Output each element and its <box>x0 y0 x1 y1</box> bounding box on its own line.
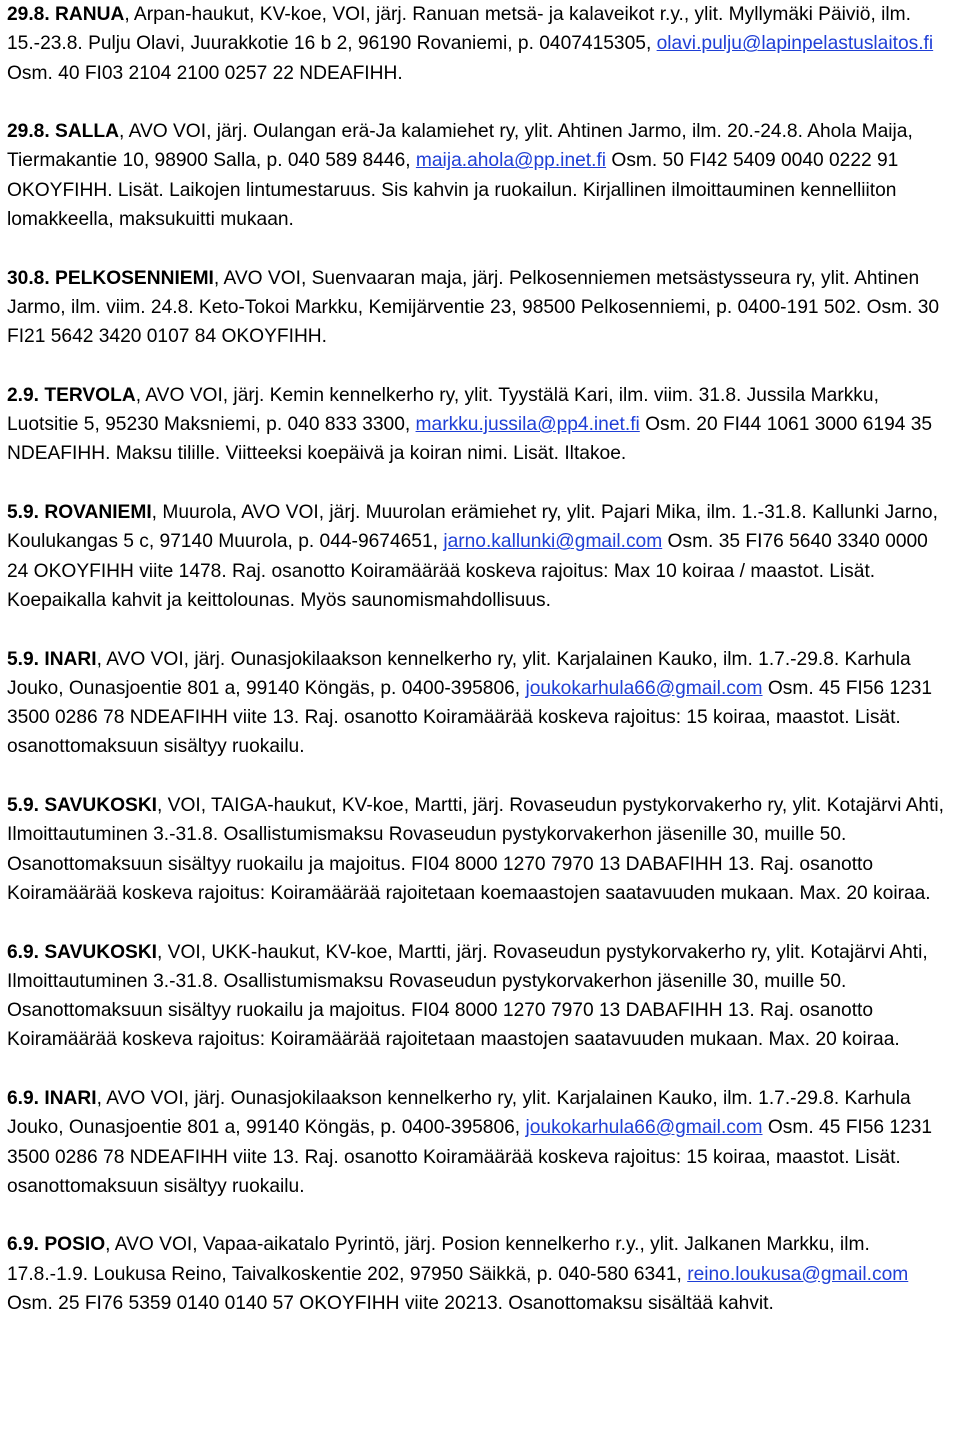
event-details: , AVO VOI, järj. Ounasjokilaakson kennelkerho ry, ylit. Karjalainen Kauko, ilm. 1.7.-29.8. Karhula Jouko, Ounasjoentie 801 a, 99140 Köngäs, p. 0400-395806, <box>7 1087 911 1139</box>
event-location: TERVOLA <box>44 384 136 406</box>
event-details: , VOI, UKK-haukut, KV-koe, Martti, järj. Rovaseudun pystykorvakerho ry, ylit. Kotajärvi Ahti, Ilmoittautuminen 3.-31.8. Osallistumismaksu Rovaseudun pystykorvakerhon jäsenille 30, muille 50. Osanottomaksuun sisältyy ruokailu ja majoitus. FI04 8000 1270 7970 13 DABAFIHH 13. Raj. osanotto Koiramäärää koskeva rajoitus: Koiramäärää rajoitetaan maastojen saatavuuden mukaan. Max. 20 koiraa. <box>7 941 928 1051</box>
event-date: 5.9. <box>7 502 40 524</box>
entry-spacer <box>7 234 953 263</box>
event-entry <box>7 645 953 762</box>
event-details: , AVO VOI, järj. Oulangan erä-Ja kalamiehet ry, ylit. Ahtinen Jarmo, ilm. 20.-24.8. Ahola Maija, Tiermakantie 10, 98900 Salla, p. 040 589 8446, <box>7 121 913 172</box>
event-entry <box>7 1230 953 1318</box>
event-details: , Arpan-haukut, KV-koe, VOI, järj. Ranuan metsä- ja kalaveikot r.y., ylit. Myllymäki Päiviö, ilm. 15.-23.8. Pulju Olavi, Juurakkotie 16 b 2, 96190 Rovaniemi, p. 0407415305, <box>7 4 911 55</box>
event-date: 6.9. <box>7 1234 40 1256</box>
event-details: , VOI, TAIGA-haukut, KV-koe, Martti, järj. Rovaseudun pystykorvakerho ry, ylit. Kotajärvi Ahti, Ilmoittautuminen 3.-31.8. Osallistumismaksu Rovaseudun pystykorvakerhon jäsenille 30, muille 50. Osanottomaksuun sisältyy ruokailu ja majoitus. FI04 8000 1270 7970 13 DABAFIHH 13. Raj. osanotto Koiramäärää koskeva rajoitus: Koiramäärää rajoitetaan koemaastojen saatavuuden mukaan. Max. 20 koiraa. <box>7 795 945 904</box>
event-details: , Muurola, AVO VOI, järj. Muurolan erämiehet ry, ylit. Pajari Mika, ilm. 1.-31.8. Kallunki Jarno, Koulukangas 5 c, 97140 Muurola, p. 044-9674651, <box>7 502 938 553</box>
email-link[interactable]: olavi.pulju@lapinpelastuslaitos.fi <box>656 33 934 55</box>
event-entry <box>7 938 953 1055</box>
event-details: Osm. 45 FI56 1231 3500 0286 78 NDEAFIHH viite 13. Raj. osanotto Koiramäärää koskeva rajoitus: 15 koiraa, maastot. Lisät. osanottomaksuun sisältyy ruokailu. <box>7 1117 933 1197</box>
entry-spacer <box>7 908 953 937</box>
event-date: 6.9. <box>7 1087 40 1109</box>
event-entry <box>7 498 953 615</box>
event-date: 6.9. <box>7 941 40 963</box>
event-location: SALLA <box>55 121 119 143</box>
event-details: , AVO VOI, Suenvaaran maja, järj. Pelkosenniemen metsästysseura ry, ylit. Ahtinen Jarmo, ilm. viim. 24.8. Keto-Tokoi Markku, Kemijärventie 23, 98500 Pelkosenniemi, p. 0400-191 502. Osm. 30 FI21 5642 3420 0107 84 OKOYFIHH. <box>7 267 940 348</box>
email-link[interactable]: markku.jussila@pp4.inet.fi <box>415 414 640 436</box>
event-entry <box>7 264 953 352</box>
entry-spacer <box>7 352 953 381</box>
event-details: , AVO VOI, Vapaa-aikatalo Pyrintö, järj. Posion kennelkerho r.y., ylit. Jalkanen Markku, ilm. 17.8.-1.9. Loukusa Reino, Taivalkoskentie 202, 97950 Säikkä, p. 040-580 6341, <box>7 1234 870 1285</box>
event-entry <box>7 117 953 234</box>
event-details: Osm. 40 FI03 2104 2100 0257 22 NDEAFIHH. <box>7 62 403 84</box>
event-entry <box>7 0 953 88</box>
event-details: , AVO VOI, järj. Kemin kennelkerho ry, ylit. Tyystälä Kari, ilm. viim. 31.8. Jussila Markku, Luotsitie 5, 95230 Maksniemi, p. 040 833 3300, <box>7 384 879 436</box>
event-location: ROVANIEMI <box>44 502 152 524</box>
entry-spacer <box>7 762 953 791</box>
email-link[interactable]: reino.loukusa@gmail.com <box>687 1263 909 1285</box>
event-date: 5.9. <box>7 648 40 670</box>
event-entry <box>7 381 953 469</box>
event-date: 2.9. <box>7 384 40 406</box>
event-details: Osm. 35 FI76 5640 3340 0000 24 OKOYFIHH viite 1478. Raj. osanotto Koiramäärää koskeva rajoitus: Max 10 koiraa / maastot. Lisät. Koepaikalla kahvit ja keittolounas. Myös saunomismahdollisuus. <box>7 531 928 611</box>
entry-spacer <box>7 615 953 644</box>
entry-spacer <box>7 88 953 117</box>
event-details: Osm. 50 FI42 5409 0040 0222 91 OKOYFIHH. Lisät. Laikojen lintumestaruus. Sis kahvin ja ruokailun. Kirjallinen ilmoittauminen kennelliiton lomakkeella, maksukuitti mukaan. <box>7 150 899 231</box>
event-entry <box>7 791 953 908</box>
event-date: 30.8. <box>7 267 50 289</box>
event-details: Osm. 45 FI56 1231 3500 0286 78 NDEAFIHH viite 13. Raj. osanotto Koiramäärää koskeva rajoitus: 15 koiraa, maastot. Lisät. osanottomaksuun sisältyy ruokailu. <box>7 677 933 758</box>
event-location: PELKOSENNIEMI <box>55 267 214 289</box>
event-location: RANUA <box>55 4 125 25</box>
event-date: 5.9. <box>7 795 40 817</box>
event-details: Osm. 20 FI44 1061 3000 6194 35 NDEAFIHH. Maksu tilille. Viitteeksi koepäivä ja koiran nimi. Lisät. Iltakoe. <box>7 414 933 465</box>
event-date: 29.8. <box>7 4 50 25</box>
event-location: POSIO <box>44 1234 106 1256</box>
email-link[interactable]: joukokarhula66@gmail.com <box>525 677 763 699</box>
email-link[interactable]: maija.ahola@pp.inet.fi <box>415 150 607 172</box>
email-link[interactable]: joukokarhula66@gmail.com <box>525 1117 763 1139</box>
event-details: Osm. 25 FI76 5359 0140 0140 57 OKOYFIHH viite 20213. Osanottomaksu sisältää kahvit. <box>7 1293 774 1315</box>
email-link[interactable]: jarno.kallunki@gmail.com <box>443 531 663 553</box>
entry-spacer <box>7 1055 953 1084</box>
event-entry <box>7 1084 953 1201</box>
entry-spacer <box>7 469 953 498</box>
event-location: SAVUKOSKI <box>44 941 158 963</box>
event-location: INARI <box>44 648 97 670</box>
event-location: SAVUKOSKI <box>44 795 158 817</box>
event-date: 29.8. <box>7 121 50 143</box>
event-location: INARI <box>44 1087 97 1109</box>
event-details: , AVO VOI, järj. Ounasjokilaakson kennelkerho ry, ylit. Karjalainen Kauko, ilm. 1.7.-29.8. Karhula Jouko, Ounasjoentie 801 a, 99140 Köngäs, p. 0400-395806, <box>7 648 911 699</box>
entry-spacer <box>7 1201 953 1230</box>
